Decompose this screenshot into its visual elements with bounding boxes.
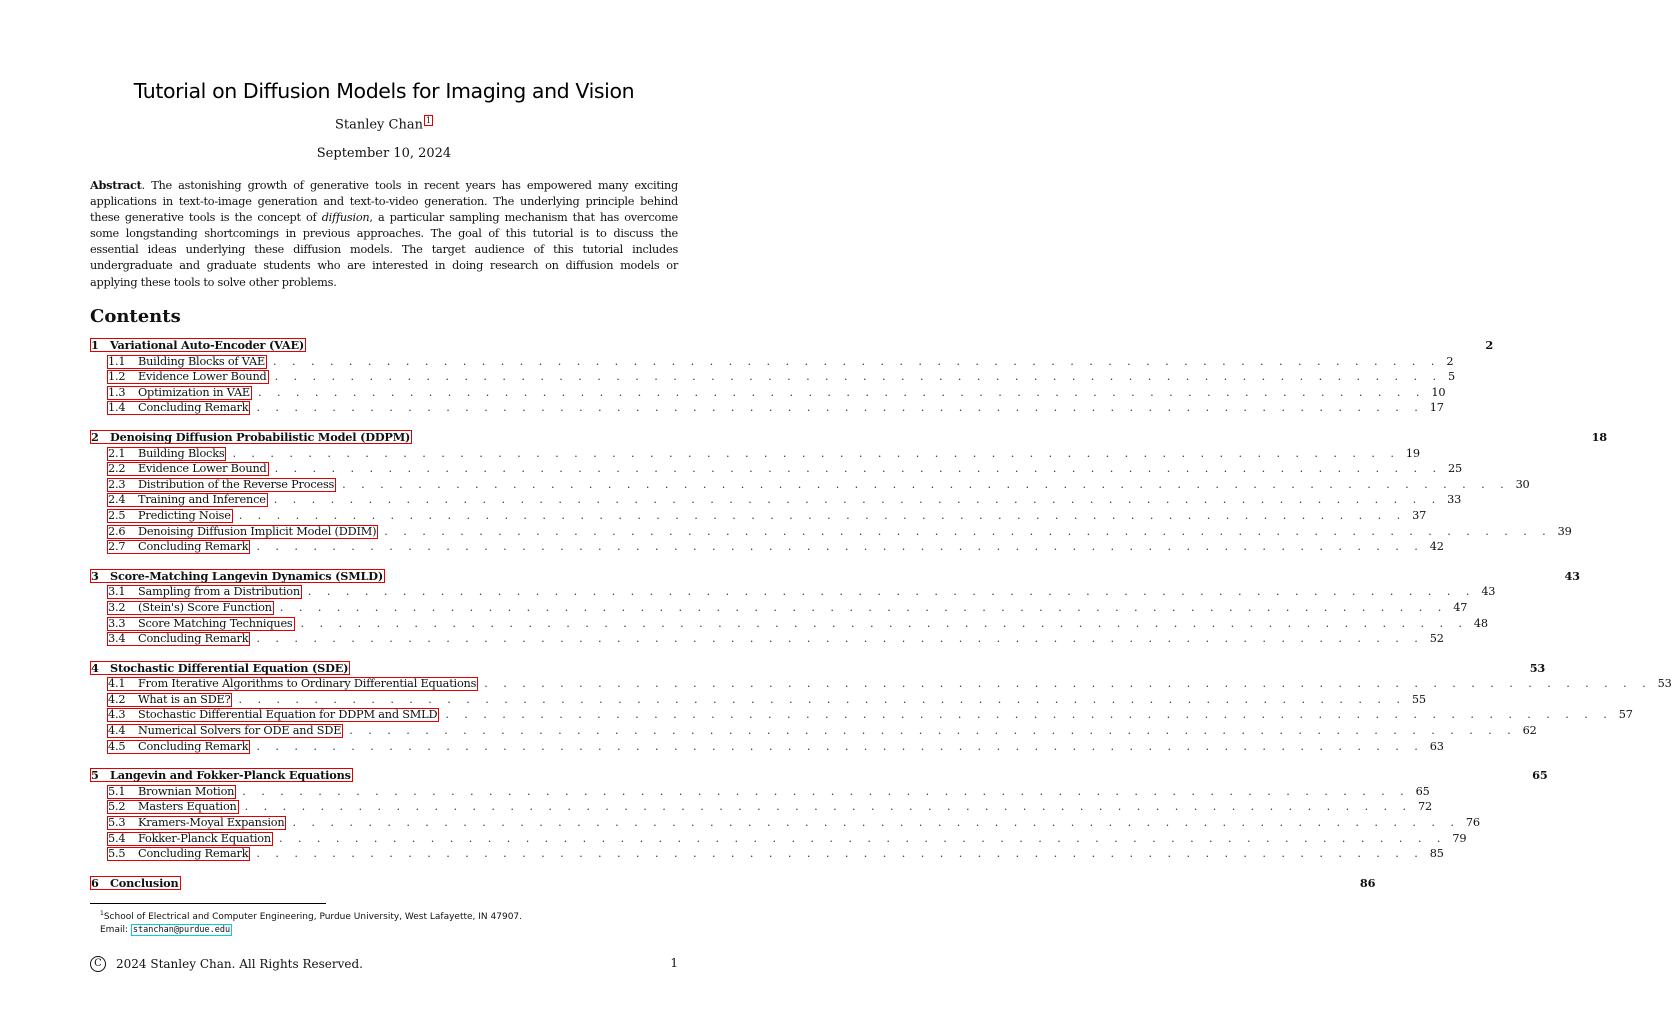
toc-subsection-row-link[interactable] [107, 632, 250, 646]
toc-subsection-row-link[interactable] [107, 525, 378, 539]
leader-dots: . . . . . . . . . . . . . . . . . . . . . . . . . . . . . . . . . . . . . . . . . . . . . . . . . . . . . . . . . . . . . . [445, 708, 1613, 722]
toc-section-row-link[interactable] [90, 569, 385, 583]
abstract-text-cont: , a particular sampling mechanism that has overcome some longstanding shortcomings in previous approaches. The goal of this tutorial is to discuss the essential ideas underlying these diffusion models. The target audience of this tutorial includes undergraduate and graduate students who are interested in doing research on diffusion models or applying these tools to solve other problems. [90, 211, 678, 289]
toc-section-row-page: 18 [1591, 429, 1607, 444]
toc-subsection-row-number: 5.2 [108, 800, 126, 814]
toc-subsection-row-title: Evidence Lower Bound [138, 370, 267, 384]
toc-subsection-row-page: 72 [1418, 800, 1433, 814]
toc-section-row-title: Stochastic Differential Equation (SDE) [110, 660, 349, 675]
toc-section-row-number: 4 [91, 660, 99, 675]
toc-subsection-row-page: 76 [1465, 816, 1480, 830]
leader-dots: . . . . . . . . . . . . . . . . . . . . . . . . . . . . . . . . . . . . . . . . . . . . . . . . . . . . . . . . . . . . . . [256, 401, 1424, 415]
toc-section-row-page: 2 [1485, 338, 1494, 352]
leader-dots: . . . . . . . . . . . . . . . . . . . . . . . . . . . . . . . . . . . . . . . . . . . . . . . . . . . . . . . . . . . . . . [279, 600, 1448, 614]
leader-dots: . . . . . . . . . . . . . . . . . . . . . . . . . . . . . . . . . . . . . . . . . . . . . . . . . . . . . . . . . . . . . . [384, 524, 1552, 538]
publication-date: September 10, 2024 [316, 146, 452, 161]
toc-section-row-link[interactable] [90, 430, 412, 444]
leader-dots: . . . . . . . . . . . . . . . . . . . . . . . . . . . . . . . . . . . . . . . . . . . . . . . . . . . . . . . . . . . . . . [300, 616, 1468, 630]
toc-subsection-row-number: 3.2 [108, 600, 126, 614]
leader-dots: . . . . . . . . . . . . . . . . . . . . . . . . . . . . . . . . . . . . . . . . . . . . . . . . . . . . . . . . . . . . . . [273, 493, 1442, 507]
toc-subsection-row-title: Fokker-Planck Equation [138, 831, 271, 845]
toc-subsection-row-title: Brownian Motion [138, 784, 235, 798]
toc-section-row-number: 3 [91, 568, 99, 583]
toc-subsection-row-number: 3.1 [108, 585, 126, 599]
toc-subsection-row-page: 25 [1447, 462, 1462, 476]
leader-dots: . . . . . . . . . . . . . . . . . . . . . . . . . . . . . . . . . . . . . . . . . . . . . . . . . . . . . . . . . . . . . . [484, 677, 1652, 691]
toc-subsection-row-title: Stochastic Differential Equation for DDPM and SMLD [138, 708, 438, 722]
toc-section-row-title: Denoising Diffusion Probabilistic Model (DDPM) [110, 429, 411, 444]
toc-subsection-row-page: 55 [1411, 692, 1426, 706]
toc-subsection-row-number: 1.4 [108, 401, 126, 415]
toc-subsection-row-number: 2.1 [108, 446, 126, 460]
leader-dots: . . . . . . . . . . . . . . . . . . . . . . . . . . . . . . . . . . . . . . . . . . . . . . . . . . . . . . . . . . . . . . [349, 724, 1517, 738]
toc-subsection-row-link[interactable] [107, 785, 236, 799]
toc-subsection-row-page: 30 [1515, 477, 1530, 491]
toc-subsection-row-link[interactable] [107, 478, 336, 492]
toc-subsection-row-page: 10 [1431, 385, 1446, 399]
toc-subsection-row-page: 5 [1447, 370, 1455, 384]
toc-subsection-row-page: 52 [1429, 632, 1444, 646]
toc-section-row-link[interactable] [90, 338, 306, 352]
toc-subsection-row-title: Concluding Remark [138, 632, 249, 646]
leader-dots: . . . . . . . . . . . . . . . . . . . . . . . . . . . . . . . . . . . . . . . . . . . . . . . . . . . . . . . . . . . . . . [238, 692, 1406, 706]
toc-section-row-page: 86 [1359, 875, 1376, 890]
toc-subsection-row [90, 799, 1433, 815]
toc-subsection-row-link[interactable] [107, 740, 250, 754]
author-line [0, 116, 768, 132]
toc-section-5 [90, 768, 1548, 862]
leader-dots: . . . . . . . . . . . . . . . . . . . . . . . . . . . . . . . . . . . . . . . . . . . . . . . . . . . . . . . . . . . . . . [242, 784, 1410, 798]
toc-subsection-row-title: Optimization in VAE [138, 385, 250, 399]
toc-section-row [90, 568, 1580, 585]
toc-subsection-row-number: 5.4 [108, 831, 126, 845]
leader-dots: . . . . . . . . . . . . . . . . . . . . . . . . . . . . . . . . . . . . . . . . . . . . . . . . . . . . . . . . . . . . . . [256, 632, 1424, 646]
abstract-label: Abstract [90, 178, 142, 192]
toc-subsection-row-page: 53 [1657, 677, 1672, 691]
toc-subsection-row [90, 723, 1537, 739]
toc-subsection-row-link[interactable] [107, 847, 250, 861]
email-link[interactable]: stanchan@purdue.edu [132, 925, 231, 935]
leader-dots: . . . . . . . . . . . . . . . . . . . . . . . . . . . . . . . . . . . . . . . . . . . . . . . . . . . . . . . . . . . . . . [238, 508, 1407, 522]
toc-subsection-row-number: 1.2 [108, 370, 126, 384]
toc-subsection-row-page: 37 [1412, 508, 1427, 522]
footnote [100, 907, 522, 937]
toc-subsection-row-number: 2.5 [108, 508, 126, 522]
toc-section-2 [90, 429, 1607, 555]
toc-subsection-row-number: 5.1 [108, 784, 126, 798]
leader-dots: . . . . . . . . . . . . . . . . . . . . . . . . . . . . . . . . . . . . . . . . . . . . . . . . . . . . . . . . . . . . . . [256, 739, 1424, 753]
toc-subsection-row-title: Sampling from a Distribution [138, 585, 300, 599]
paper-title: Tutorial on Diffusion Models for Imaging and Vision [133, 79, 635, 103]
toc-subsection-row-link[interactable] [107, 370, 269, 384]
toc-subsection-row [90, 446, 1420, 462]
leader-dots: . . . . . . . . . . . . . . . . . . . . . . . . . . . . . . . . . . . . . . . . . . . . . . . . . . . . . . . . . . . . . . [244, 800, 1413, 814]
toc-section-row-number: 1 [91, 338, 99, 352]
email-label: Email: [100, 925, 131, 935]
leader-dots: . . . . . . . . . . . . . . . . . . . . . . . . . . . . . . . . . . . . . . . . . . . . . . . . . . . . . . . . . . . . . . [307, 585, 1476, 599]
toc-subsection-row-link[interactable] [107, 447, 226, 461]
toc-subsection-row-link[interactable] [107, 401, 250, 415]
toc-section-1 [90, 338, 1494, 416]
toc-subsection-row-title: Numerical Solvers for ODE and SDE [138, 724, 342, 738]
toc-subsection-row-link[interactable] [107, 493, 268, 507]
toc-subsection-row-link[interactable] [107, 540, 250, 554]
toc-section-row-page: 53 [1529, 660, 1546, 675]
toc-subsection-row-link[interactable] [107, 585, 302, 599]
toc-subsection-row-title: Denoising Diffusion Implicit Model (DDIM) [138, 524, 377, 538]
toc-subsection-row-page: 17 [1429, 401, 1444, 415]
abstract-text: . The astonishing growth of generative tools in recent years has empowered many exciting applications in text-to-image generation and text-to-video generation. The underlying principle behind these generative tools is the concept of [90, 179, 678, 225]
toc-subsection-row-page: 47 [1453, 600, 1468, 614]
toc-subsection-row-link[interactable] [107, 601, 274, 615]
toc-subsection-row [90, 815, 1480, 831]
page-number: 1 [670, 956, 678, 970]
toc-section-row-title: Variational Auto-Encoder (VAE) [110, 338, 304, 352]
footnote-affiliation: School of Electrical and Computer Engineering, Purdue University, West Lafayette, IN 47907. [103, 912, 523, 922]
toc-subsection-row [90, 831, 1467, 847]
footnote-mark: 1 [100, 910, 104, 917]
copyright-text: 2024 Stanley Chan. All Rights Reserved. [116, 957, 363, 971]
toc-subsection-row-link[interactable] [107, 724, 343, 738]
toc-subsection-row-number: 2.7 [108, 540, 126, 554]
toc-subsection-row [90, 739, 1444, 755]
toc-subsection-row-title: Building Blocks [138, 446, 225, 460]
toc-subsection-row-link[interactable] [107, 693, 232, 707]
toc-section-row-title: Conclusion [110, 875, 179, 890]
contents-heading: Contents [90, 306, 181, 327]
leader-dots: . . . . . . . . . . . . . . . . . . . . . . . . . . . . . . . . . . . . . . . . . . . . . . . . . . . . . . . . . . . . . . [292, 816, 1460, 830]
toc-subsection-row-number: 4.2 [108, 692, 126, 706]
toc-subsection-row-title: Concluding Remark [138, 847, 249, 861]
toc-section-row-title: Score-Matching Langevin Dynamics (SMLD) [110, 568, 384, 583]
toc-subsection-row-link[interactable] [107, 677, 478, 691]
toc-subsection-row-link[interactable] [107, 355, 267, 369]
toc-subsection-row [90, 616, 1488, 632]
toc-section-row-page: 43 [1564, 568, 1580, 583]
toc-subsection-row-number: 2.2 [108, 462, 126, 476]
toc-subsection-row-page: 65 [1415, 784, 1430, 798]
toc-subsection-row-link[interactable] [107, 509, 233, 523]
toc-section-row-link[interactable] [90, 661, 350, 675]
toc-subsection-row-number: 4.5 [108, 739, 126, 753]
toc-subsection-row [90, 369, 1455, 385]
toc-section-row-link[interactable] [90, 876, 181, 890]
toc-subsection-row-title: Concluding Remark [138, 739, 249, 753]
toc-subsection-row-page: 19 [1405, 446, 1420, 460]
toc-section-row [90, 338, 1494, 354]
toc-subsection-row-page: 63 [1429, 739, 1444, 753]
toc-subsection-row-page: 62 [1522, 724, 1537, 738]
toc-subsection-row-number: 5.5 [108, 847, 126, 861]
toc-subsection-row [90, 400, 1444, 416]
toc-subsection-row-title: Kramers-Moyal Expansion [138, 816, 285, 830]
toc-subsection-row [90, 707, 1633, 723]
toc-subsection-row-title: Score Matching Techniques [138, 616, 293, 630]
toc-subsection-row-page: 2 [1446, 354, 1454, 368]
leader-dots: . . . . . . . . . . . . . . . . . . . . . . . . . . . . . . . . . . . . . . . . . . . . . . . . . . . . . . . . . . . . . . [256, 847, 1424, 861]
toc-subsection-row-page: 33 [1447, 493, 1462, 507]
toc-subsection-row-title: Building Blocks of VAE [138, 354, 265, 368]
toc-subsection-row [90, 477, 1530, 493]
leader-dots: . . . . . . . . . . . . . . . . . . . . . . . . . . . . . . . . . . . . . . . . . . . . . . . . . . . . . . . . . . . . . . [257, 385, 1426, 399]
toc-section-row [90, 660, 1546, 677]
leader-dots: . . . . . . . . . . . . . . . . . . . . . . . . . . . . . . . . . . . . . . . . . . . . . . . . . . . . . . . . . . . . . . [273, 354, 1441, 368]
abstract [90, 177, 678, 291]
toc-subsection-row-title: Evidence Lower Bound [138, 462, 267, 476]
toc-subsection-row [90, 385, 1446, 401]
toc-subsection-row-title: Concluding Remark [138, 401, 249, 415]
toc-subsection-row-link[interactable] [107, 386, 252, 400]
toc-subsection-row-page: 42 [1429, 540, 1444, 554]
toc-section-3 [90, 568, 1580, 647]
toc-subsection-row-number: 1.3 [108, 385, 126, 399]
toc-subsection-row-number: 2.4 [108, 493, 126, 507]
toc-subsection-row-number: 2.3 [108, 477, 126, 491]
leader-dots: . . . . . . . . . . . . . . . . . . . . . . . . . . . . . . . . . . . . . . . . . . . . . . . . . . . . . . . . . . . . . . [342, 477, 1510, 491]
toc-subsection-row-page: 57 [1618, 708, 1633, 722]
toc-subsection-row [90, 846, 1444, 862]
toc-section-row-number: 5 [91, 768, 99, 783]
toc-section-4 [90, 660, 1672, 755]
toc-subsection-row [90, 631, 1444, 647]
toc-subsection-row [90, 600, 1468, 616]
toc-section-row-page: 65 [1532, 768, 1548, 783]
footnote-rule [90, 903, 326, 904]
abstract-emphasis: diffusion [321, 211, 370, 225]
toc-subsection-row [90, 492, 1462, 508]
toc-section-row [90, 875, 1376, 892]
toc-subsection-row-title: From Iterative Algorithms to Ordinary Differential Equations [138, 677, 477, 691]
author-name: Stanley Chan [334, 117, 423, 133]
toc-subsection-row-page: 79 [1452, 831, 1467, 845]
toc-subsection-row-number: 4.4 [108, 724, 126, 738]
toc-subsection-row-title: Distribution of the Reverse Process [138, 477, 335, 491]
toc-subsection-row-number: 3.3 [108, 616, 126, 630]
toc-subsection-row-link[interactable] [107, 617, 295, 631]
toc-subsection-row-title: Masters Equation [138, 800, 237, 814]
toc-subsection-row-number: 3.4 [108, 632, 126, 646]
toc-subsection-row-page: 39 [1557, 524, 1572, 538]
toc-subsection-row [90, 692, 1426, 708]
leader-dots: . . . . . . . . . . . . . . . . . . . . . . . . . . . . . . . . . . . . . . . . . . . . . . . . . . . . . . . . . . . . . . [274, 370, 1442, 384]
toc-subsection-row [90, 584, 1496, 600]
table-of-contents [90, 338, 1672, 905]
toc-subsection-row-title: What is an SDE? [138, 692, 231, 706]
toc-subsection-row-link[interactable] [107, 462, 269, 476]
toc-section-row-title: Langevin and Fokker-Planck Equations [110, 768, 351, 783]
toc-subsection-row-title: Training and Inference [138, 493, 266, 507]
toc-subsection-row [90, 508, 1427, 524]
toc-section-row [90, 429, 1607, 446]
toc-subsection-row-page: 48 [1473, 616, 1488, 630]
toc-subsection-row [90, 676, 1672, 692]
toc-subsection-row-page: 85 [1429, 847, 1444, 861]
footnote-link[interactable]: 1 [425, 116, 432, 125]
toc-subsection-row [90, 784, 1430, 800]
leader-dots: . . . . . . . . . . . . . . . . . . . . . . . . . . . . . . . . . . . . . . . . . . . . . . . . . . . . . . . . . . . . . . [274, 462, 1442, 476]
toc-subsection-row-number: 1.1 [108, 354, 126, 368]
copyright-icon: C [90, 956, 106, 972]
toc-subsection-row [90, 539, 1444, 555]
leader-dots: . . . . . . . . . . . . . . . . . . . . . . . . . . . . . . . . . . . . . . . . . . . . . . . . . . . . . . . . . . . . . . [232, 446, 1400, 460]
copyright-line [90, 956, 363, 972]
toc-subsection-row-link[interactable] [107, 832, 273, 846]
toc-subsection-row [90, 461, 1462, 477]
toc-section-row-number: 2 [91, 429, 99, 444]
leader-dots: . . . . . . . . . . . . . . . . . . . . . . . . . . . . . . . . . . . . . . . . . . . . . . . . . . . . . . . . . . . . . . [278, 831, 1447, 845]
toc-subsection-row-title: (Stein's) Score Function [138, 600, 272, 614]
leader-dots: . . . . . . . . . . . . . . . . . . . . . . . . . . . . . . . . . . . . . . . . . . . . . . . . . . . . . . . . . . . . . . [256, 540, 1424, 554]
toc-subsection-row-link[interactable] [107, 800, 239, 814]
toc-subsection-row-link[interactable] [107, 708, 439, 722]
toc-subsection-row-link[interactable] [107, 816, 286, 830]
toc-subsection-row-title: Concluding Remark [138, 540, 249, 554]
toc-subsection-row-page: 43 [1481, 585, 1496, 599]
toc-subsection-row-number: 2.6 [108, 524, 126, 538]
toc-subsection-row [90, 524, 1572, 540]
toc-subsection-row-number: 4.1 [108, 677, 126, 691]
toc-section-6 [90, 875, 1376, 892]
toc-section-row-link[interactable] [90, 768, 353, 782]
toc-subsection-row [90, 354, 1454, 370]
toc-subsection-row-number: 5.3 [108, 816, 126, 830]
toc-subsection-row-title: Predicting Noise [138, 508, 231, 522]
toc-subsection-row-number: 4.3 [108, 708, 126, 722]
toc-section-row [90, 768, 1548, 784]
toc-section-row-number: 6 [91, 875, 99, 890]
